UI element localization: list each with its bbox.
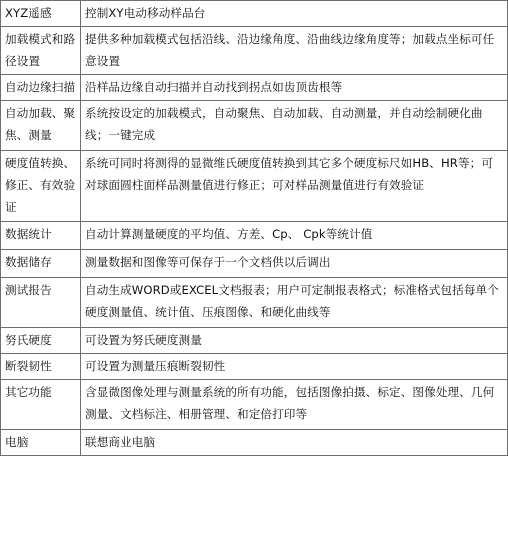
table-row	[1, 222, 508, 250]
table-row	[1, 250, 508, 278]
row-label: 自动边缘扫描	[1, 75, 81, 101]
table-row	[1, 328, 508, 354]
table-row	[1, 278, 508, 328]
row-label: 其它功能	[1, 380, 81, 430]
row-label: 电脑	[1, 430, 81, 456]
row-label: 测试报告	[1, 278, 81, 328]
row-value: 可设置为测量压痕断裂韧性	[81, 354, 508, 380]
row-value: 自动生成WORD或EXCEL文档报表；用户可定制报表格式；标准格式包括每单个硬度测量值、统计值、压痕图像、和硬化曲线等	[81, 278, 508, 328]
table-row	[1, 1, 508, 27]
row-value: 测量数据和图像等可保存于一个文档供以后调出	[81, 250, 508, 278]
row-value: 含显微图像处理与测量系统的所有功能，包括图像拍摄、标定、图像处理、几何测量、文档标注、相册管理、和定倍打印等	[81, 380, 508, 430]
table-row	[1, 101, 508, 151]
table-row	[1, 380, 508, 430]
row-label: 自动加载、聚焦、测量	[1, 101, 81, 151]
row-value: 提供多种加载模式包括沿线、沿边缘角度、沿曲线边缘角度等；加载点坐标可任意设置	[81, 27, 508, 75]
table-row	[1, 151, 508, 222]
row-label: XYZ遥感	[1, 1, 81, 27]
row-value: 系统按设定的加载模式，自动聚焦、自动加载、自动测量，并自动绘制硬化曲线；一键完成	[81, 101, 508, 151]
table-row	[1, 354, 508, 380]
row-value: 联想商业电脑	[81, 430, 508, 456]
table-row	[1, 75, 508, 101]
row-value: 控制XY电动移动样品台	[81, 1, 508, 27]
row-label: 断裂韧性	[1, 354, 81, 380]
row-value: 自动计算测量硬度的平均值、方差、Cp、 Cpk等统计值	[81, 222, 508, 250]
row-value: 系统可同时将测得的显微维氏硬度值转换到其它多个硬度标尺如HB、HR等；可对球面圆柱面样品测量值进行修正；可对样品测量值进行有效验证	[81, 151, 508, 222]
row-value: 可设置为努氏硬度测量	[81, 328, 508, 354]
row-label: 硬度值转换、修正、有效验证	[1, 151, 81, 222]
row-label: 数据储存	[1, 250, 81, 278]
row-value: 沿样品边缘自动扫描并自动找到拐点如齿顶齿根等	[81, 75, 508, 101]
table-row	[1, 27, 508, 75]
row-label: 加载模式和路径设置	[1, 27, 81, 75]
table-row	[1, 430, 508, 456]
row-label: 努氏硬度	[1, 328, 81, 354]
row-label: 数据统计	[1, 222, 81, 250]
